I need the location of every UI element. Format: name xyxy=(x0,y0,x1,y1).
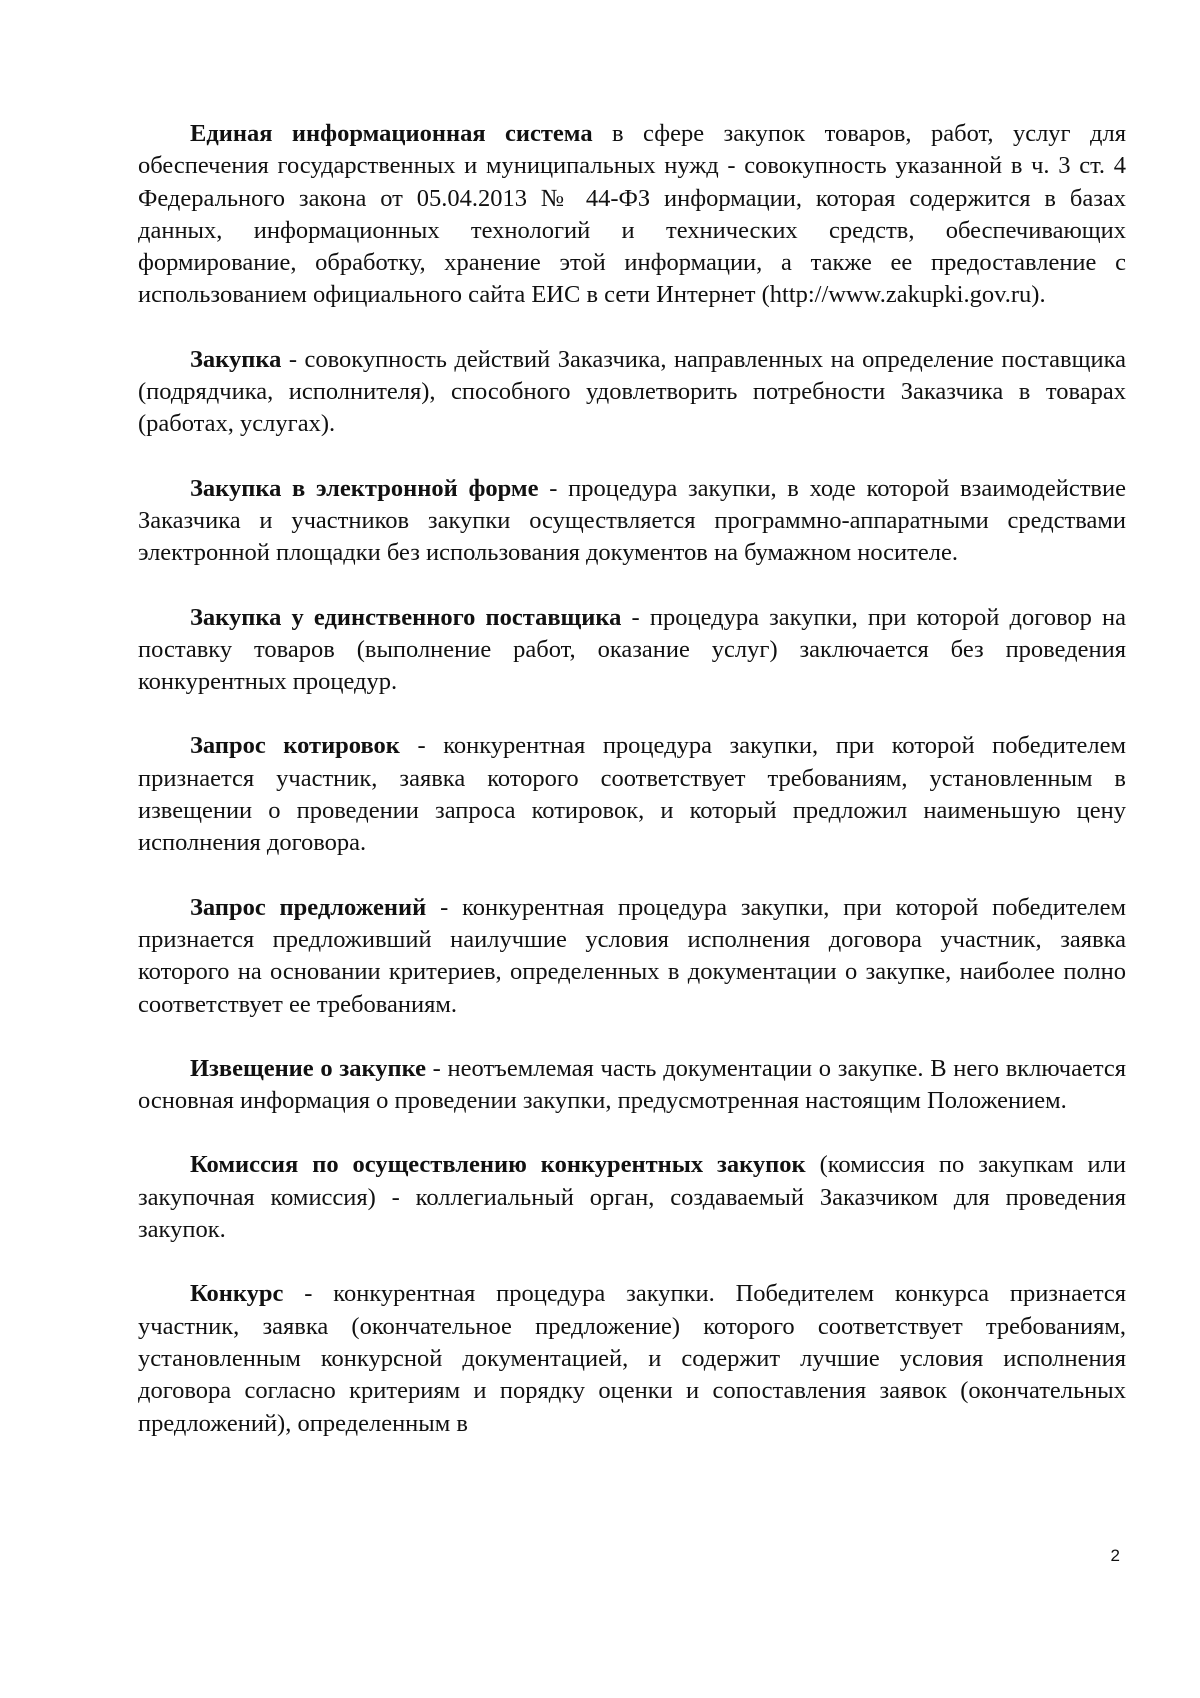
definition-quotation-request xyxy=(138,730,1126,859)
definition-text: (комиссия по закупкам или закупочная комиссия) - коллегиальный орган, создаваемый Заказчиком для проведения закупок. xyxy=(138,1151,1126,1244)
definition-text: - конкурентная процедура закупки, при которой победителем признается участник, заявка которого соответствует требованиям, установленным в извещении о проведении запроса котировок, и который предложил наименьшую цену исполнения договора. xyxy=(138,732,1127,857)
definition-term: Комиссия по осуществлению конкурентных закупок xyxy=(190,1151,806,1179)
definition-proposal-request xyxy=(138,892,1126,1021)
definition-electronic-purchase xyxy=(138,473,1126,570)
definition-term: Единая информационная система xyxy=(190,120,593,147)
definition-text: - конкурентная процедура закупки, при которой победителем признается предложивший наилучшие условия исполнения договора участник, заявка которого на основании критериев, определенных в документации о закупке, наиболее полно соответствует ее требованиям. xyxy=(138,893,1126,1018)
definition-text: - совокупность действий Заказчика, направленных на определение поставщика (подрядчика, исполнителя), способного удовлетворить потребности Заказчика в товарах (работах, услугах). xyxy=(138,345,1126,438)
definition-term: Извещение о закупке xyxy=(190,1054,426,1082)
definition-text: - процедура закупки, в ходе которой взаимодействие Заказчика и участников закупки осуществляется программно-аппаратными средствами электронной площадки без использования документов на бумажном носителе. xyxy=(138,474,1126,567)
definition-term: Закупка у единственного поставщика xyxy=(190,603,622,631)
definition-term: Конкурс xyxy=(190,1280,284,1308)
definition-text: - конкурентная процедура закупки. Победителем конкурса признается участник, заявка (окончательное предложение) которого соответствует требованиям, установленным конкурсной документацией, и содержит лучшие условия исполнения договора согласно критериям и порядку оценки и сопоставления заявок (окончательных предложений), определенным в xyxy=(138,1280,1126,1437)
definition-single-supplier xyxy=(138,602,1126,699)
definition-text: в сфере закупок товаров, работ, услуг для обеспечения государственных и муниципальных нужд - совокупность указанной в ч. 3 ст. 4 Федерального закона от 05.04.2013 № 44-ФЗ информации, которая содержится в базах данных, информационных технологий и технических средств, обеспечивающих формирование, обработку, хранение этой информации, а также ее предоставление с использованием официального сайта ЕИС в сети Интернет (http://www.zakupki.gov.ru). xyxy=(138,120,1126,309)
definition-eis xyxy=(138,118,1126,312)
page-body xyxy=(138,118,1126,1472)
definition-term: Запрос котировок xyxy=(190,732,400,760)
definition-text: - неотъемлемая часть документации о закупке. В него включается основная информация о проведении закупки, предусмотренная настоящим Положением. xyxy=(138,1054,1126,1115)
definition-zakupka xyxy=(138,344,1126,441)
definition-term: Закупка xyxy=(190,345,282,373)
definition-term: Закупка в электронной форме xyxy=(190,474,539,502)
definition-text: - процедура закупки, при которой договор на поставку товаров (выполнение работ, оказание услуг) заключается без проведения конкурентных процедур. xyxy=(138,603,1126,696)
definition-term: Запрос предложений xyxy=(190,893,427,921)
definition-purchase-commission xyxy=(138,1149,1126,1246)
page-number: 2 xyxy=(1110,1546,1120,1565)
definition-purchase-notice xyxy=(138,1053,1126,1118)
definition-tender xyxy=(138,1278,1126,1439)
